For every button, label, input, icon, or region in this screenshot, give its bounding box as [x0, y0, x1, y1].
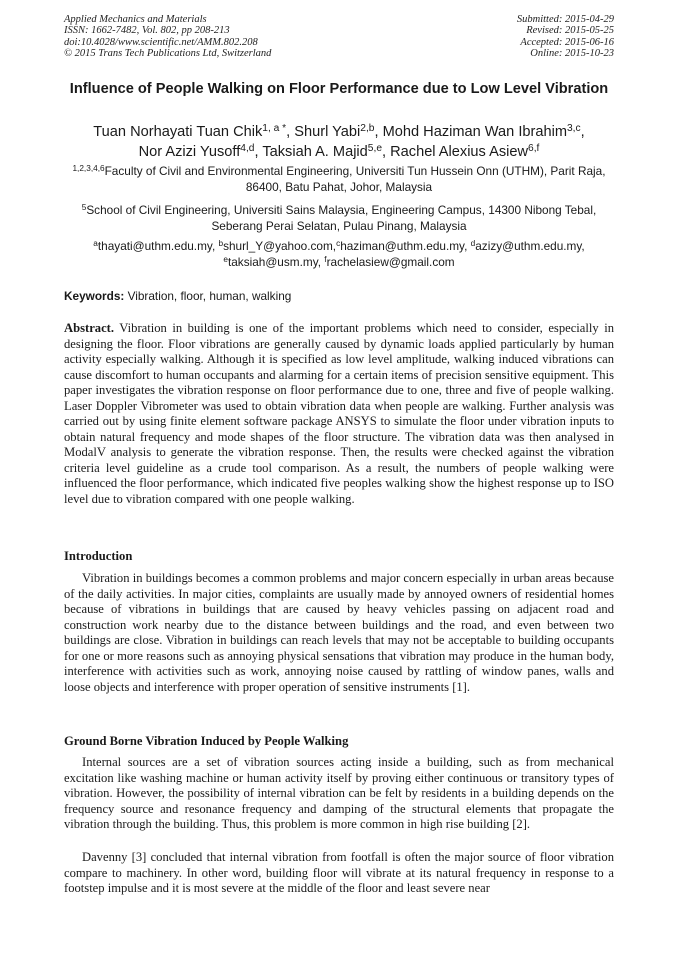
- author-6: [390, 144, 539, 160]
- paper-title: Influence of People Walking on Floor Performance due to Low Level Vibration: [69, 81, 609, 97]
- email-c[interactable]: [336, 239, 464, 253]
- author-sep: ,: [580, 124, 585, 140]
- email-address[interactable]: taksiah@usm.my: [227, 254, 318, 269]
- email-d[interactable]: [470, 239, 585, 253]
- email-address[interactable]: thayati@uthm.edu.my: [97, 239, 212, 253]
- author-name: Nor Azizi Yusoff: [138, 144, 241, 160]
- publication-dates: [517, 14, 614, 60]
- journal-info: [64, 14, 271, 60]
- author-name: Rachel Alexius Asiew: [390, 144, 529, 160]
- author-4: [139, 144, 263, 160]
- author-sup: 3,c: [567, 123, 581, 135]
- journal-issn: ISSN: 1662-7482, Vol. 802, pp 208-213: [64, 25, 230, 37]
- abstract-text: Vibration in building is one of the important problems which need to consider, especially in designing the floor. Floor vibrations are generally caused by dynamic loads applied particularly by human activity especially walking. Although it is specified as low level amplitude, walking induced vibrations can cause discomfort to human occupants and alarming for a certain items of precision sensitive equipment. This paper investigates the vibration response on floor performance due to one, three and five of people walking. Laser Doppler Vibrometer was used to obtain vibration data when people are walking. Further analysis was carried out by using finite element software package ANSYS to simulate the floor under vibration inputs to obtain natural frequency and mode shapes of the floor structure. The vibration data was then analysed in ModalV analysis to generate the vibration response. Then, the results were checked against the vibration criteria level guideline as a crude tool comparison. As a result, the numbers of people walking were influenced the floor performance, which indicated five peoples walking show the highest response up to ISO level due to vibration compared with one people walking.: [64, 321, 614, 507]
- keywords: [64, 289, 614, 304]
- affiliation-1: [56, 164, 622, 195]
- author-sup: 4,d: [240, 143, 255, 155]
- email-sep: ,: [581, 239, 585, 253]
- email-address[interactable]: haziman@uthm.edu.my: [340, 239, 465, 253]
- journal-doi[interactable]: doi:10.4028/www.scientific.net/AMM.802.208: [64, 36, 258, 48]
- author-sup: 6,f: [528, 143, 540, 155]
- keywords-text: Vibration, floor, human, walking: [124, 289, 292, 303]
- author-sep: ,: [382, 144, 391, 160]
- introduction-paragraph: Vibration in buildings becomes a common problems and major concern especially in urban areas because of the daily activities. In major cities, complaints are usually made by annoyed owners of residential homes because of vibrations in buildings that are caused by heavy vehicles passing on adjacent road and construction work nearby due to the distance between buildings and the road, and even between two buildings are close. Vibration in buildings can reach levels that may not be acceptable to building occupants for one or more reasons such as annoying physical sensations that vibration may produce in the human body, interference with activities such as work, annoying noise caused by rattling of window panes, walls and loose objects and interference with proper operation of sensitive instruments [1].: [64, 571, 614, 694]
- author-sup: 5,e: [367, 143, 383, 155]
- email-e[interactable]: [223, 255, 317, 269]
- date-revised: Revised: 2015-05-25: [526, 25, 614, 37]
- email-sup: a: [93, 239, 98, 249]
- email-b[interactable]: [219, 239, 333, 253]
- author-sup: 2,b: [360, 123, 375, 135]
- author-list: [50, 122, 628, 162]
- keywords-label: Keywords:: [64, 289, 125, 303]
- email-sup: b: [218, 239, 224, 249]
- email-sup: c: [336, 239, 341, 249]
- affiliation-sup: 5: [81, 203, 87, 213]
- author-5: [262, 144, 390, 160]
- email-sep: ,: [332, 239, 337, 253]
- email-list: [56, 239, 622, 270]
- abstract-label: Abstract.: [64, 321, 115, 335]
- email-sep: ,: [317, 254, 325, 269]
- ground-borne-paragraph-2: Davenny [3] concluded that internal vibration from footfall is often the major source of floor vibration compare to machinery. In other word, building floor will vibrate at its natural frequency in response to a footstep impulse and it is most severe at the middle of the floor and least severe near: [64, 850, 614, 896]
- email-sep: ,: [211, 239, 219, 253]
- author-sup: 1, a *: [262, 123, 287, 135]
- author-3: [383, 124, 585, 140]
- email-f[interactable]: [324, 255, 454, 269]
- author-name: Mohd Haziman Wan Ibrahim: [382, 124, 567, 140]
- email-a[interactable]: [93, 239, 212, 253]
- abstract: [64, 321, 614, 508]
- email-address[interactable]: shurl_Y@yahoo.com: [223, 239, 333, 253]
- affiliation-sup: 1,2,3,4,6: [72, 164, 105, 174]
- author-name: Tuan Norhayati Tuan Chik: [93, 124, 263, 140]
- email-sup: d: [470, 239, 476, 249]
- email-address[interactable]: rachelasiew@gmail.com: [326, 254, 455, 269]
- affiliation-text: School of Civil Engineering, Universiti Sains Malaysia, Engineering Campus, 14300 Nibong Tebal, Seberang Perai Selatan, Pulau Pinang, Malaysia: [86, 203, 597, 233]
- author-name: Shurl Yabi: [294, 124, 361, 140]
- author-name: Taksiah A. Majid: [262, 144, 368, 160]
- affiliation-text: Faculty of Civil and Environmental Engineering, Universiti Tun Hussein Onn (UTHM), Parit Raja, 86400, Batu Pahat, Johor, Malaysia: [104, 164, 606, 194]
- date-online: Online: 2015-10-23: [530, 48, 614, 60]
- journal-copyright: © 2015 Trans Tech Publications Ltd, Switzerland: [64, 48, 272, 60]
- email-sep: ,: [464, 239, 471, 253]
- date-accepted: Accepted: 2015-06-16: [520, 36, 614, 48]
- affiliation-2: [56, 203, 622, 234]
- author-sep: ,: [254, 144, 263, 160]
- section-heading-ground-borne: Ground Borne Vibration Induced by People Walking: [64, 734, 349, 748]
- author-sep: ,: [286, 124, 295, 140]
- journal-name: Applied Mechanics and Materials: [64, 14, 207, 25]
- date-submitted: Submitted: 2015-04-29: [516, 14, 614, 25]
- email-sup: e: [223, 254, 228, 264]
- email-sup: f: [324, 254, 327, 264]
- author-sep: ,: [374, 124, 383, 140]
- author-1: [93, 124, 294, 140]
- author-2: [294, 124, 382, 140]
- email-address[interactable]: azizy@uthm.edu.my: [475, 239, 582, 253]
- ground-borne-paragraph-1: Internal sources are a set of vibration sources acting inside a building, such as from mechanical excitation like washing machine or human activity itself by proving either continuous or transitory types of vibration. However, the possibility of internal vibration can be felt by residents in a building depends on the frequency source and resonance frequency and damping of the structural elements that propagate the vibration through the building. Thus, this problem is more common in high rise building [2].: [64, 755, 614, 832]
- section-heading-introduction: Introduction: [64, 549, 133, 563]
